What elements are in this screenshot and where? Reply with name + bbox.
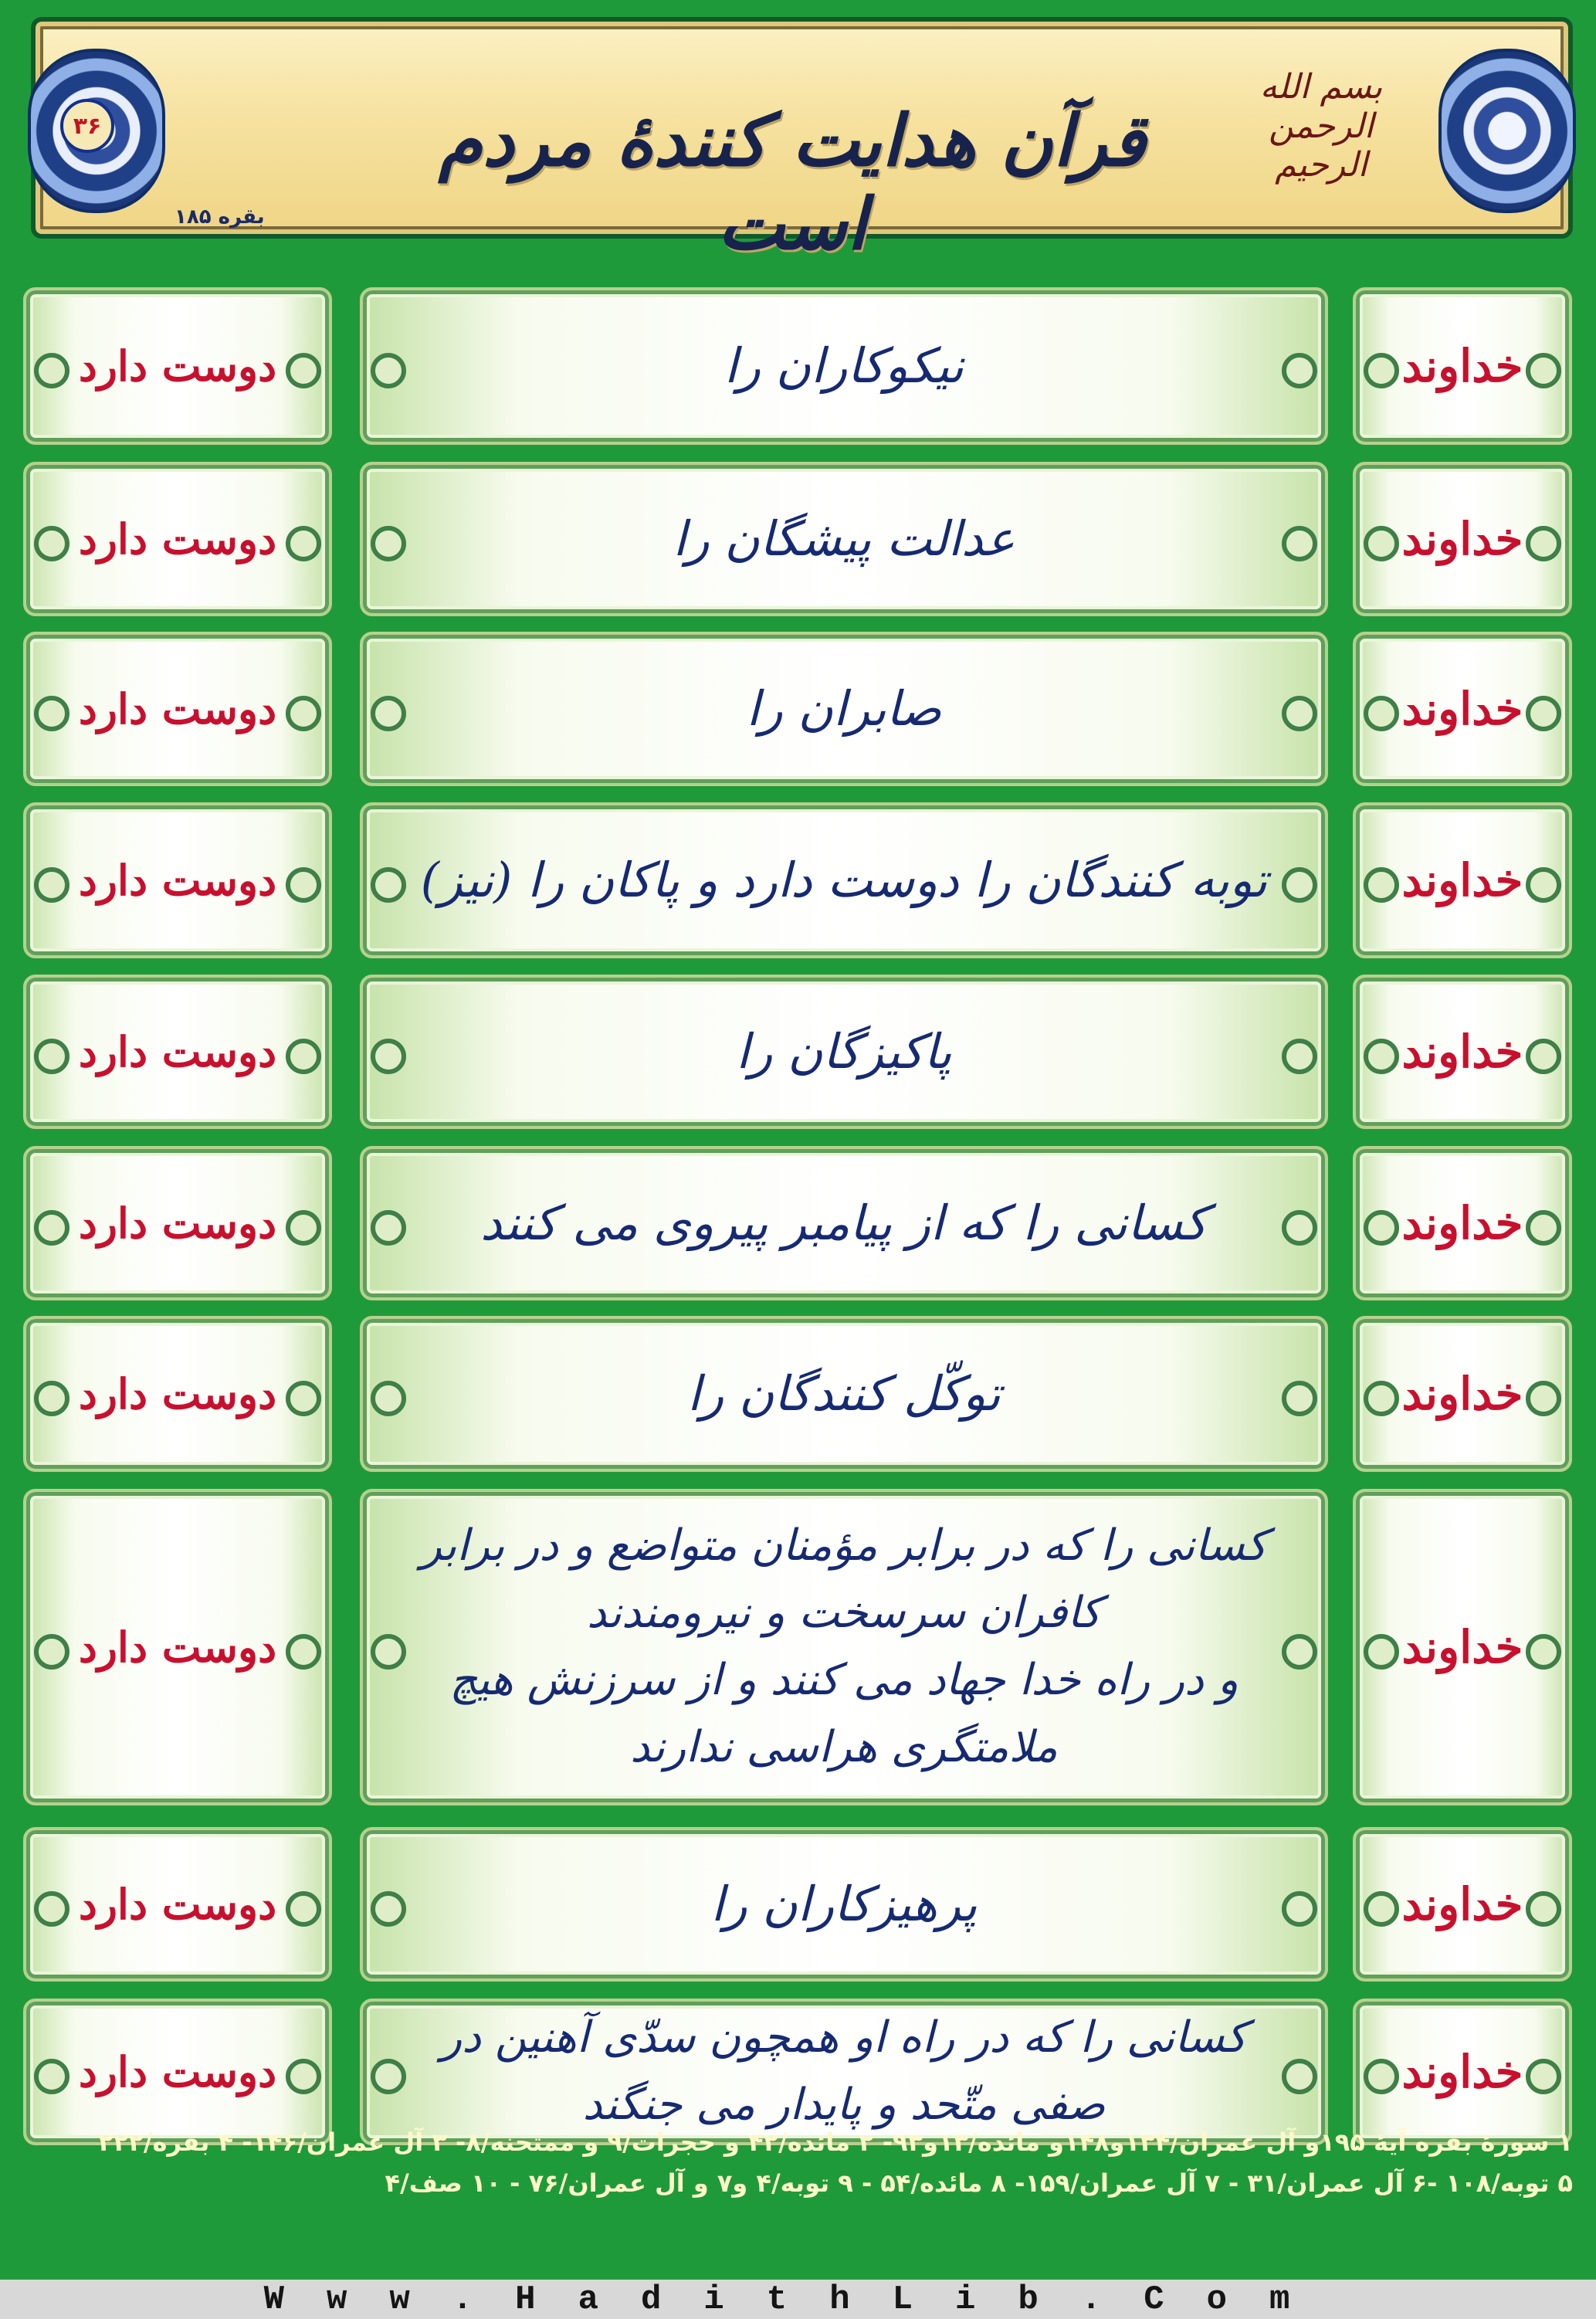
statement-row xyxy=(0,632,1596,786)
statement-row xyxy=(0,802,1596,958)
subject-panel xyxy=(1353,287,1572,445)
verb-panel xyxy=(23,287,332,445)
statement-row xyxy=(0,287,1596,445)
page-number-badge: ۳۶ xyxy=(60,99,114,153)
description-panel xyxy=(360,1999,1328,2145)
description-text xyxy=(363,1513,1325,1781)
description-panel xyxy=(360,802,1328,958)
references-line: ۵ توبه/۱۰۸ -۶ آل عمران/۳۱ - ۷ آل عمران/۱۵۹- ۸ مائده/۵۴ - ۹ توبه/۴ و۷ و آل عمران/۷۶ - ۱۰ صف/۴ xyxy=(385,2168,1573,2198)
verb-panel xyxy=(23,1827,332,1982)
description-text: پاکیزگان را xyxy=(736,1022,952,1080)
description-panel xyxy=(360,632,1328,786)
verb-panel xyxy=(23,632,332,786)
subject-panel xyxy=(1353,632,1572,786)
description-text: پرهیزکاران را xyxy=(710,1875,978,1932)
description-panel xyxy=(360,462,1328,616)
verb-panel xyxy=(23,802,332,958)
description-line: و در راه خدا جهاد می کنند و از سرزنش هیچ ملامتگری هراسی ندارند xyxy=(449,1655,1239,1772)
verb-text: دوست دارد xyxy=(78,684,277,734)
description-text: عدالت پیشگان را xyxy=(673,510,1015,567)
description-panel xyxy=(360,1489,1328,1805)
arabesque-medallion-icon xyxy=(1438,49,1576,213)
description-text: کسانی را که از پیامبر پیروی می کنند xyxy=(480,1194,1208,1251)
subject-text: خداوند xyxy=(1401,1197,1523,1249)
subject-text: خداوند xyxy=(1401,1621,1523,1673)
description-panel xyxy=(360,1146,1328,1300)
description-text: توبه کنندگان را دوست دارد و پاکان را (نیز) xyxy=(420,851,1268,908)
description-text: توکّل کنندگان را xyxy=(687,1365,1001,1422)
subject-panel xyxy=(1353,802,1572,958)
verb-text: دوست دارد xyxy=(78,1622,277,1672)
verb-panel xyxy=(23,1489,332,1805)
subject-text: خداوند xyxy=(1401,513,1523,565)
statement-row xyxy=(0,975,1596,1129)
subject-panel xyxy=(1353,1146,1572,1300)
description-panel xyxy=(360,1827,1328,1982)
description-panel xyxy=(360,975,1328,1129)
description-text: کسانی را که در راه او همچون سدّی آهنین در صفی متّحد و پایدار می جنگند xyxy=(441,2012,1247,2130)
statement-row xyxy=(0,1827,1596,1982)
description-text: صابران را xyxy=(746,680,942,737)
subject-text: خداوند xyxy=(1401,1878,1523,1931)
subject-text: خداوند xyxy=(1401,854,1523,907)
subject-panel xyxy=(1353,1316,1572,1472)
title-reference: بقره ۱۸۵ xyxy=(175,205,265,229)
verb-text: دوست دارد xyxy=(78,514,277,564)
subject-panel xyxy=(1353,462,1572,616)
subject-panel xyxy=(1353,1827,1572,1982)
verb-text: دوست دارد xyxy=(78,1198,277,1248)
subject-text: خداوند xyxy=(1401,2046,1523,2098)
verb-panel xyxy=(23,462,332,616)
website-url[interactable]: Www.HadithLib.Com xyxy=(0,2280,1596,2319)
verb-panel xyxy=(23,1146,332,1300)
description-panel xyxy=(360,287,1328,445)
statement-row xyxy=(0,1146,1596,1300)
verb-text: دوست دارد xyxy=(78,341,277,391)
statement-row xyxy=(0,1489,1596,1805)
statement-row xyxy=(0,462,1596,616)
subject-panel xyxy=(1353,975,1572,1129)
subject-panel xyxy=(1353,1489,1572,1805)
subject-text: خداوند xyxy=(1401,1368,1523,1420)
statement-row xyxy=(0,1316,1596,1472)
subject-text: خداوند xyxy=(1401,340,1523,392)
subject-text: خداوند xyxy=(1401,683,1523,735)
subject-text: خداوند xyxy=(1401,1026,1523,1078)
page-title: قرآن هدایت کنندهٔ مردم است xyxy=(438,99,1147,266)
bismillah-calligraphy: بسم الله الرحمن الرحیم xyxy=(1259,67,1383,185)
verb-text: دوست دارد xyxy=(78,1369,277,1419)
verb-text: دوست دارد xyxy=(78,2047,277,2097)
description-panel xyxy=(360,1316,1328,1472)
verb-panel xyxy=(23,975,332,1129)
references-line: ۱ سورهٔ بقره آیهٔ ۱۹۵و آل عمران/۱۳۴و۱۴۸و مائده/۱۳و۹۳- ۲ مائده/۴۲ و حجرات/۹ و ممتحنه/۸- ۳ آل عمران/۱۴۶- ۴ بقره/۲۲۲ xyxy=(98,2127,1573,2157)
description-text: نیکوکاران را xyxy=(723,337,964,394)
verb-text: دوست دارد xyxy=(78,856,277,905)
verb-text: دوست دارد xyxy=(78,1027,277,1076)
description-line: کسانی را که در برابر مؤمنان متواضع و در برابر کافران سرسخت و نیرومندند xyxy=(420,1521,1268,1639)
verb-panel xyxy=(23,1316,332,1472)
verb-text: دوست دارد xyxy=(78,1880,277,1929)
title-banner xyxy=(31,17,1573,266)
